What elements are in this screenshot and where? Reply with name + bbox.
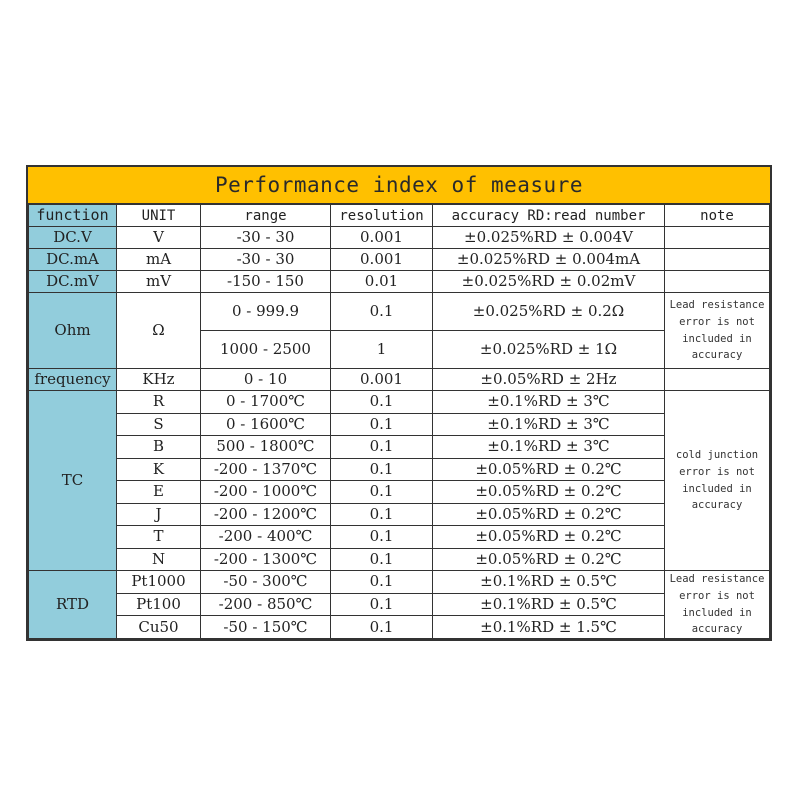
accuracy-cell: ±0.05%RD ± 0.2℃: [433, 548, 665, 571]
unit-cell: V: [117, 227, 201, 249]
function-cell: Ohm: [29, 293, 117, 369]
range-cell: -200 - 1000℃: [201, 481, 331, 504]
table-row-tc-e: [29, 481, 770, 504]
range-cell: -200 - 1370℃: [201, 458, 331, 481]
accuracy-cell: ±0.1%RD ± 3℃: [433, 436, 665, 459]
resolution-cell: 0.1: [331, 436, 433, 459]
resolution-cell: 0.001: [331, 227, 433, 249]
function-cell: DC.mV: [29, 271, 117, 293]
range-cell: -50 - 150℃: [201, 616, 331, 639]
range-cell: -150 - 150: [201, 271, 331, 293]
header-note: note: [665, 205, 770, 227]
unit-cell: J: [117, 503, 201, 526]
unit-cell: Pt100: [117, 593, 201, 616]
table-row-rtd-pt1000: [29, 571, 770, 594]
note-cell: [665, 227, 770, 249]
unit-cell: R: [117, 391, 201, 414]
accuracy-cell: ±0.1%RD ± 3℃: [433, 413, 665, 436]
resolution-cell: 0.1: [331, 458, 433, 481]
accuracy-cell: ±0.025%RD ± 0.004mA: [433, 249, 665, 271]
header-accuracy: accuracy RD:read number: [433, 205, 665, 227]
resolution-cell: 0.001: [331, 249, 433, 271]
table-row-tc-k: [29, 458, 770, 481]
range-cell: 0 - 1700℃: [201, 391, 331, 414]
resolution-cell: 0.1: [331, 413, 433, 436]
note-cell: [665, 249, 770, 271]
note-cell: Lead resistance error is not included in accuracy: [665, 571, 770, 639]
range-cell: -200 - 850℃: [201, 593, 331, 616]
unit-cell: S: [117, 413, 201, 436]
unit-cell: mA: [117, 249, 201, 271]
note-cell: [665, 271, 770, 293]
table-row-frequency: [29, 369, 770, 391]
unit-cell: Ω: [117, 293, 201, 369]
table-row-dcv: [29, 227, 770, 249]
unit-cell: B: [117, 436, 201, 459]
unit-cell: K: [117, 458, 201, 481]
accuracy-cell: ±0.05%RD ± 2Hz: [433, 369, 665, 391]
resolution-cell: 1: [331, 331, 433, 369]
accuracy-cell: ±0.1%RD ± 0.5℃: [433, 571, 665, 594]
resolution-cell: 0.1: [331, 481, 433, 504]
accuracy-cell: ±0.05%RD ± 0.2℃: [433, 458, 665, 481]
resolution-cell: 0.1: [331, 391, 433, 414]
function-cell: DC.V: [29, 227, 117, 249]
header-row: [29, 205, 770, 227]
function-cell: DC.mA: [29, 249, 117, 271]
unit-cell: N: [117, 548, 201, 571]
accuracy-cell: ±0.1%RD ± 0.5℃: [433, 593, 665, 616]
note-cell: cold junction error is not included in accuracy: [665, 391, 770, 571]
resolution-cell: 0.1: [331, 503, 433, 526]
resolution-cell: 0.1: [331, 593, 433, 616]
accuracy-cell: ±0.1%RD ± 3℃: [433, 391, 665, 414]
note-cell: Lead resistance error is not included in accuracy: [665, 293, 770, 369]
accuracy-cell: ±0.1%RD ± 1.5℃: [433, 616, 665, 639]
range-cell: -50 - 300℃: [201, 571, 331, 594]
unit-cell: E: [117, 481, 201, 504]
header-resolution: resolution: [331, 205, 433, 227]
table-row-tc-t: [29, 526, 770, 549]
header-range: range: [201, 205, 331, 227]
range-cell: -200 - 400℃: [201, 526, 331, 549]
unit-cell: Cu50: [117, 616, 201, 639]
table-row-rtd-pt100: [29, 593, 770, 616]
note-cell: [665, 369, 770, 391]
accuracy-cell: ±0.025%RD ± 0.004V: [433, 227, 665, 249]
accuracy-cell: ±0.025%RD ± 1Ω: [433, 331, 665, 369]
function-cell: frequency: [29, 369, 117, 391]
header-function: function: [29, 205, 117, 227]
accuracy-cell: ±0.025%RD ± 0.02mV: [433, 271, 665, 293]
table-row-dcma: [29, 249, 770, 271]
resolution-cell: 0.1: [331, 548, 433, 571]
range-cell: 0 - 999.9: [201, 293, 331, 331]
unit-cell: mV: [117, 271, 201, 293]
table-row-tc-b: [29, 436, 770, 459]
resolution-cell: 0.1: [331, 616, 433, 639]
resolution-cell: 0.1: [331, 293, 433, 331]
table-row-dcmv: [29, 271, 770, 293]
table-row-tc-s: [29, 413, 770, 436]
range-cell: -30 - 30: [201, 227, 331, 249]
resolution-cell: 0.001: [331, 369, 433, 391]
range-cell: -30 - 30: [201, 249, 331, 271]
spec-table: [28, 204, 770, 639]
table-row-tc-r: [29, 391, 770, 414]
unit-cell: T: [117, 526, 201, 549]
range-cell: 0 - 10: [201, 369, 331, 391]
table-row-tc-n: [29, 548, 770, 571]
resolution-cell: 0.01: [331, 271, 433, 293]
function-cell: RTD: [29, 571, 117, 639]
unit-cell: Pt1000: [117, 571, 201, 594]
unit-cell: KHz: [117, 369, 201, 391]
resolution-cell: 0.1: [331, 526, 433, 549]
range-cell: 0 - 1600℃: [201, 413, 331, 436]
table-row-rtd-cu50: [29, 616, 770, 639]
table-title: Performance index of measure: [28, 167, 770, 204]
accuracy-cell: ±0.05%RD ± 0.2℃: [433, 503, 665, 526]
range-cell: 1000 - 2500: [201, 331, 331, 369]
header-unit: UNIT: [117, 205, 201, 227]
range-cell: 500 - 1800℃: [201, 436, 331, 459]
accuracy-cell: ±0.05%RD ± 0.2℃: [433, 526, 665, 549]
function-cell: TC: [29, 391, 117, 571]
range-cell: -200 - 1200℃: [201, 503, 331, 526]
table-row-tc-j: [29, 503, 770, 526]
accuracy-cell: ±0.05%RD ± 0.2℃: [433, 481, 665, 504]
range-cell: -200 - 1300℃: [201, 548, 331, 571]
accuracy-cell: ±0.025%RD ± 0.2Ω: [433, 293, 665, 331]
performance-table: [26, 165, 772, 641]
table-row-ohm-1: [29, 293, 770, 331]
resolution-cell: 0.1: [331, 571, 433, 594]
